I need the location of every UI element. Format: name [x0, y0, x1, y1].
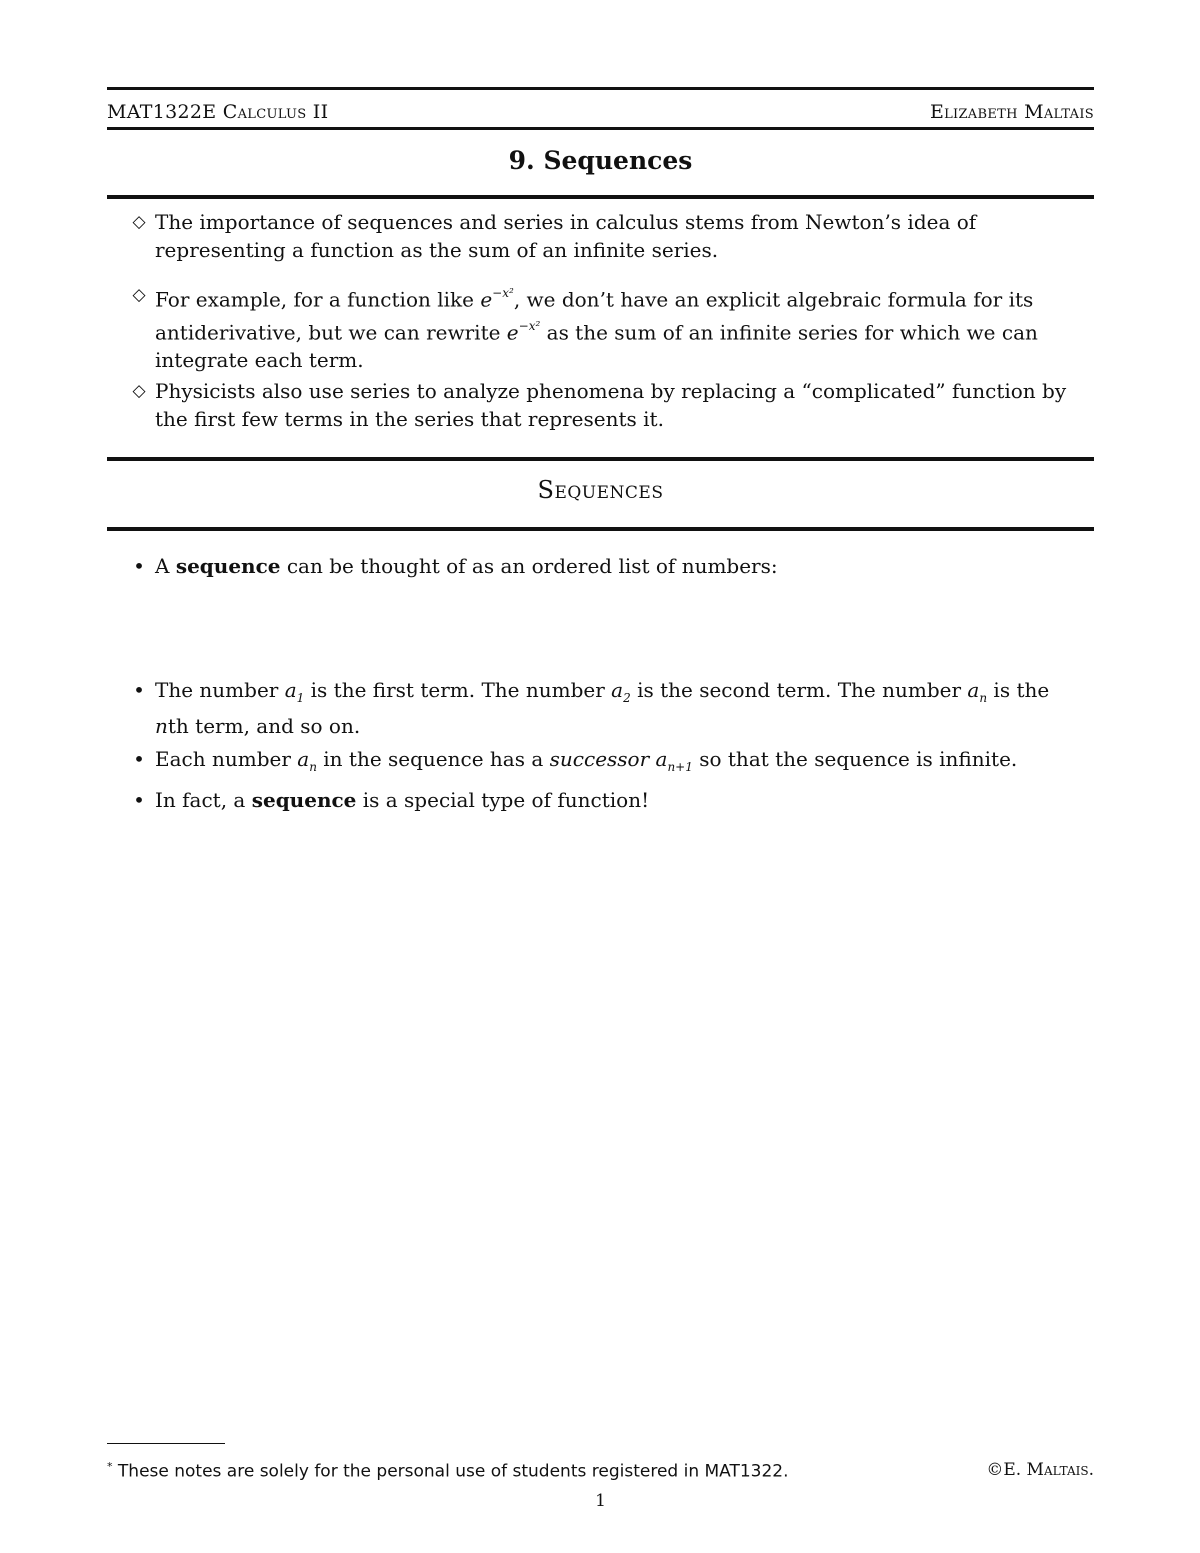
footnote-rule: [107, 1443, 225, 1444]
intro-item-text: The importance of sequences and series in calculus stems from Newton’s idea of representing a function as the sum of an infinite series.: [155, 210, 977, 262]
bullet-text-1: In fact, a: [155, 788, 252, 812]
math-n: n: [155, 714, 168, 738]
bullet-text-1: The number: [155, 678, 285, 702]
diamond-icon: ◇: [132, 285, 146, 305]
section-bottom-rule: [107, 527, 1094, 531]
header-top-rule: [107, 87, 1094, 90]
bullet-text-1: A: [155, 554, 176, 578]
title-rule: [107, 195, 1094, 199]
intro-item-text-1: For example, for a function like: [155, 287, 481, 312]
bullet-icon: •: [133, 554, 145, 578]
bullet-item-4: [133, 786, 1075, 814]
math-subscript: n: [979, 691, 988, 705]
running-header: [107, 98, 1094, 126]
bullet-icon: •: [133, 678, 145, 702]
intro-item-1: [132, 208, 1075, 264]
section-title: Sequences: [537, 476, 664, 504]
header-bottom-rule: [107, 127, 1094, 130]
bullet-text-3: is the second term. The number: [630, 678, 968, 702]
bullet-icon: •: [133, 747, 145, 771]
bullet-text-4: is the: [987, 678, 1050, 702]
section-top-rule: [107, 457, 1094, 461]
document-page: [107, 0, 1094, 1553]
footnote: [107, 1460, 1094, 1482]
bullet-text-1: Each number: [155, 747, 298, 771]
math-a: a: [611, 678, 624, 702]
bullet-text-2: can be thought of as an ordered list of numbers:: [280, 554, 778, 578]
course-code: MAT1322E: [107, 101, 223, 123]
bold-term: sequence: [251, 788, 357, 812]
math-subscript: n: [309, 760, 317, 774]
bold-term: sequence: [175, 554, 281, 578]
intro-item-text-2: , we don’t have an explicit algebraic formula for its antiderivative, but we can rewrite: [155, 287, 1034, 345]
math-subscript: 2: [623, 691, 631, 705]
bullet-text-2: in the sequence has a: [316, 747, 550, 771]
bullet-item-2: [133, 676, 1075, 740]
intro-item-3: [132, 377, 1075, 433]
page-number: 1: [595, 1491, 606, 1511]
footnote-text: These notes are solely for the personal use of students registered in MAT1322.: [112, 1461, 789, 1482]
math-a: a: [297, 747, 310, 771]
math-subscript: 1: [296, 691, 305, 705]
course-name: Calculus II: [222, 101, 329, 123]
math-e: e: [506, 320, 519, 345]
math-exponent: −x²: [492, 286, 514, 300]
intro-item-text-3: as the sum of an infinite series for which we can integrate each term.: [155, 320, 1038, 373]
intro-item-text: Physicists also use series to analyze phenomena by replacing a “complicated” function by the first few terms in the series that represents it.: [155, 379, 1067, 431]
bullet-icon: •: [133, 788, 145, 812]
math-e: e: [480, 287, 493, 312]
bullet-text-3: so that the sequence is infinite.: [692, 747, 1018, 771]
footnote-marker: *: [107, 1460, 113, 1473]
diamond-icon: ◇: [132, 212, 146, 232]
math-subscript: n+1: [667, 760, 693, 774]
bullet-text-2: is a special type of function!: [356, 788, 650, 812]
math-a: a: [967, 678, 980, 702]
page-title: 9. Sequences: [508, 146, 693, 175]
diamond-icon: ◇: [132, 381, 146, 401]
intro-item-2: [132, 281, 1075, 374]
emphasis-term: successor: [549, 747, 650, 771]
course-label: [107, 101, 328, 123]
bullet-item-3: [133, 745, 1075, 781]
bullet-text-5: th term, and so on.: [167, 714, 361, 738]
bullet-text-2: is the first term. The number: [304, 678, 612, 702]
bullet-item-1: [133, 552, 1075, 580]
copyright-notice: ©E. Maltais.: [986, 1460, 1094, 1480]
math-a: a: [284, 678, 297, 702]
math-exponent: −x²: [518, 318, 541, 333]
math-a: a: [655, 747, 668, 771]
author-name: Elizabeth Maltais: [929, 101, 1094, 123]
